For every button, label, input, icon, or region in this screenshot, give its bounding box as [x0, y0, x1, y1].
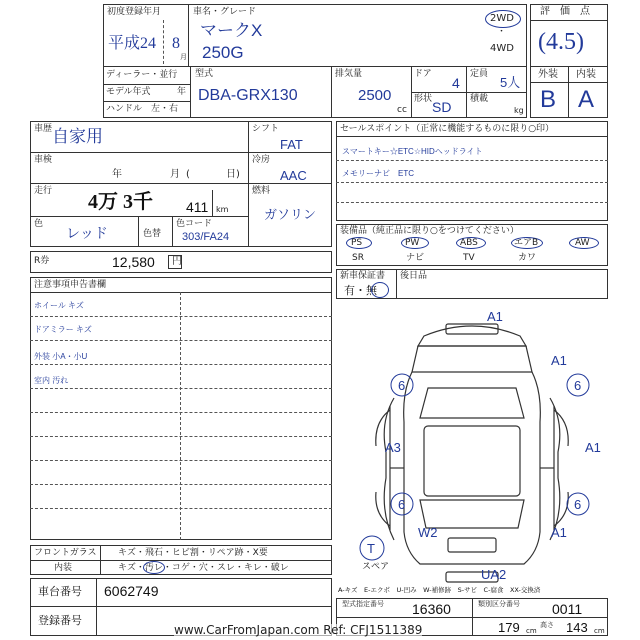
- color-value: レッド: [66, 225, 108, 241]
- interior-score: A: [578, 86, 595, 113]
- inspection-paren: (: [186, 169, 190, 180]
- equip-tv: TV: [463, 253, 475, 263]
- car-diagram: [336, 302, 608, 588]
- damage-right-rear-tire: 6: [574, 497, 582, 512]
- fuel-label: 燃料: [252, 186, 271, 196]
- equip-pw: PW: [405, 238, 420, 248]
- door-label: ドア: [414, 69, 432, 79]
- warranty-value: 有・無: [344, 284, 377, 297]
- recycle-amount: 12,580: [112, 254, 155, 270]
- note-line-1: ホイール キズ: [34, 301, 84, 310]
- equip-airbag: エアB: [514, 238, 539, 248]
- load-label: 積載: [470, 94, 489, 104]
- mileage-rest: 411: [186, 199, 209, 215]
- type-cert-value: 16360: [412, 601, 451, 617]
- windshield-value: キズ・飛石・ヒビ割・リペア跡・X要: [118, 548, 268, 558]
- damage-legend: A-キズ E-エクボ U-凹み W-補修跡 S-サビ C-腐食 XX-交換済: [338, 586, 541, 594]
- exterior-label: 外装: [538, 69, 558, 80]
- chassis-number: 6062749: [104, 583, 159, 599]
- color-change-label: 色替: [143, 229, 162, 239]
- equip-navi: ナビ: [406, 253, 425, 263]
- damage-left-side-a3: A3: [385, 440, 401, 455]
- damage-left-rear-w2: W2: [418, 525, 438, 540]
- class-no-value: 0011: [552, 601, 583, 617]
- drive-4wd: 4WD: [490, 43, 514, 54]
- shift-label: シフト: [252, 124, 280, 134]
- model-year-unit: 年: [177, 87, 187, 97]
- spare-tire-label: スペア: [362, 562, 390, 572]
- displacement-unit: cc: [397, 105, 407, 115]
- chassis-label: 車台番号: [38, 585, 82, 598]
- ac-label: 冷房: [252, 155, 271, 165]
- mileage-label: 走行: [34, 186, 53, 196]
- spare-tire-mark: T: [367, 541, 375, 556]
- new-car-warranty-label: 新車保証書: [340, 271, 386, 281]
- inspection-month: 月: [170, 169, 180, 180]
- mileage-main: 4万 3千: [88, 191, 153, 213]
- height-value: 143: [566, 620, 588, 635]
- sales-point-line-2: メモリーナビ ETC: [342, 169, 414, 178]
- sales-point-line-1: スマートキー☆ETC☆HIDヘッドライト: [342, 147, 483, 156]
- type-label: 型式: [195, 69, 214, 79]
- width-value: 179: [498, 620, 520, 635]
- color-label: 色: [34, 219, 44, 229]
- car-name: マークX: [200, 21, 263, 40]
- color-code-label: 色コード: [176, 219, 213, 229]
- model-code: DBA-GRX130: [198, 87, 298, 104]
- first-reg-era: 平成24: [108, 35, 157, 52]
- inspection-year: 年: [112, 169, 122, 180]
- use-value: 自家用: [52, 127, 103, 146]
- note-line-2: ドアミラー キズ: [34, 325, 92, 334]
- load-unit: kg: [514, 106, 524, 115]
- height-unit: cm: [594, 627, 605, 635]
- dealer-label: ディーラー・並行: [106, 70, 178, 80]
- shift-value: FAT: [280, 137, 303, 152]
- windshield-label: フロントガラス: [34, 548, 97, 558]
- interior-condition-label: 内装: [54, 563, 73, 573]
- recycle-unit: 円: [172, 256, 182, 267]
- first-reg-month-unit: 月: [180, 53, 187, 61]
- width-unit: cm: [526, 627, 537, 635]
- damage-left-rear-tire: 6: [398, 497, 406, 512]
- exterior-score: B: [540, 86, 557, 113]
- handle-label: ハンドル 左・右: [106, 104, 179, 114]
- capacity-value: 5人: [500, 75, 521, 90]
- mileage-unit: km: [216, 205, 229, 214]
- displacement-value: 2500: [358, 87, 392, 104]
- color-code-value: 303/FA24: [182, 231, 230, 243]
- fuel-value: ガソリン: [264, 207, 317, 222]
- damage-front-a1: A1: [487, 309, 503, 324]
- inspection-day: 日): [226, 169, 240, 180]
- watermark: www.CarFromJapan.com Ref: CFJ1511389: [174, 623, 423, 637]
- equip-sr: SR: [352, 253, 364, 263]
- recycle-label: R券: [34, 256, 50, 266]
- ac-value: AAC: [280, 168, 307, 183]
- door-value: 4: [452, 75, 460, 91]
- first-reg-label: 初度登録年月: [107, 7, 162, 17]
- equip-abs: ABS: [460, 238, 478, 248]
- score-value: (4.5): [538, 29, 584, 55]
- car-name-label: 車名・グレード: [193, 7, 257, 17]
- interior-condition-value: キズ・汚レ・コゲ・穴・スレ・キレ・破レ: [118, 563, 289, 573]
- inspection-label: 車検: [34, 155, 53, 165]
- score-title: 評 価 点: [540, 6, 590, 17]
- damage-left-front-tire: 6: [398, 378, 406, 393]
- car-grade: 250G: [202, 43, 244, 62]
- sales-points-title: セールスポイント（正常に機能するものに限り○印）: [340, 124, 555, 134]
- shape-label: 形状: [414, 94, 433, 104]
- equip-leather: カワ: [518, 253, 537, 263]
- note-line-4: 室内 汚れ: [34, 376, 69, 385]
- interior-label: 内装: [576, 69, 596, 80]
- capacity-label: 定員: [470, 69, 489, 79]
- drive-2wd: 2WD: [490, 13, 514, 24]
- equipment-title: 装備品（純正品に限り○をつけてください）: [340, 226, 519, 236]
- equip-aw: AW: [575, 238, 590, 248]
- damage-right-front-a1: A1: [551, 353, 567, 368]
- class-no-label: 類別区分番号: [478, 600, 520, 608]
- use-label: 車歴: [34, 124, 53, 134]
- note-line-3: 外装 小A・小U: [34, 352, 88, 361]
- first-reg-month: 8: [172, 35, 180, 52]
- registration-label: 登録番号: [38, 614, 82, 627]
- displacement-label: 排気量: [335, 69, 363, 79]
- damage-right-front-tire: 6: [574, 378, 582, 393]
- shape-value: SD: [432, 99, 452, 115]
- damage-right-rear-a1: A1: [551, 525, 567, 540]
- type-cert-label: 型式指定番号: [342, 600, 384, 608]
- damage-rear-ua2: UA2: [481, 567, 507, 582]
- damage-right-side-a1: A1: [585, 440, 601, 455]
- equip-ps: PS: [351, 238, 363, 248]
- post-item-label: 後日品: [400, 271, 428, 281]
- model-year-label: モデル年式: [106, 87, 151, 97]
- drive-dot: ・: [497, 27, 507, 37]
- height-label: 高さ: [540, 621, 554, 629]
- notes-title: 注意事項申告書欄: [34, 280, 107, 290]
